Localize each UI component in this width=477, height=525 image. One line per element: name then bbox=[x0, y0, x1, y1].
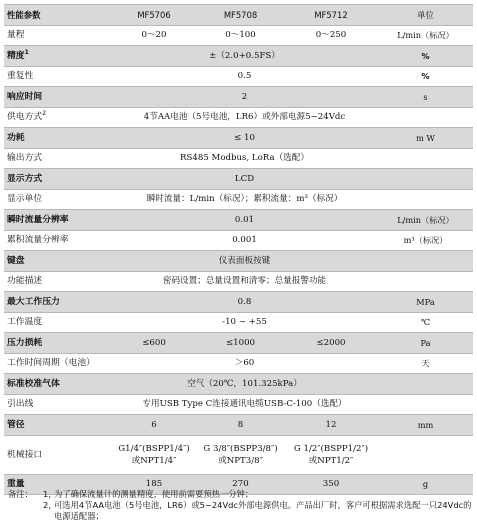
row-value bbox=[111, 435, 197, 474]
remark-number: 2， bbox=[43, 500, 57, 510]
row-label: 量程 bbox=[4, 25, 111, 46]
row-label: 重量 bbox=[4, 474, 111, 495]
table-row bbox=[4, 189, 473, 210]
table-row bbox=[4, 415, 473, 436]
row-label: 最大工作压力 bbox=[4, 292, 111, 313]
table-row bbox=[4, 169, 473, 190]
header-row bbox=[4, 5, 473, 26]
table-row bbox=[4, 87, 473, 108]
header-param-label: 性能参数 bbox=[4, 5, 111, 26]
row-value: 0.001 bbox=[111, 230, 378, 251]
row-value: 185 bbox=[111, 474, 197, 495]
remark-prefix: 备注： bbox=[8, 489, 33, 499]
row-label bbox=[4, 46, 111, 67]
row-unit: MPa bbox=[378, 292, 473, 313]
row-label: 显示方式 bbox=[4, 169, 111, 190]
interface-line: 或NPT1/4″ bbox=[131, 455, 177, 466]
row-value: 0～250 bbox=[284, 25, 378, 46]
table-row bbox=[4, 230, 473, 251]
row-value: ±（2.0+0.5FS） bbox=[111, 46, 378, 67]
row-unit bbox=[378, 435, 473, 474]
row-label: 重复性 bbox=[4, 66, 111, 87]
row-label: 功能描述 bbox=[4, 271, 111, 292]
remark-text: 可选用4节AA电池（5号电池，LR6）或5~24Vdc外部电源供电。产品出厂时，客户可根据需求选配一只24Vdc的电源适配器； bbox=[54, 500, 472, 521]
row-value bbox=[197, 435, 284, 474]
row-label: 压力损耗 bbox=[4, 333, 111, 354]
row-unit bbox=[378, 271, 473, 292]
row-value: ≤ 10 bbox=[111, 128, 378, 149]
row-label: 机械接口 bbox=[4, 435, 111, 474]
row-value: 4节AA电池（5号电池，LR6）或外部电源5~24Vdc bbox=[111, 107, 378, 128]
footnote-ref: 1 bbox=[24, 48, 29, 56]
row-label-text: 供电方式 bbox=[7, 112, 43, 123]
row-value: 空气（20℃，101.325kPa） bbox=[111, 374, 378, 395]
interface-line: 或NPT3/8″ bbox=[218, 455, 263, 466]
row-unit: g bbox=[378, 474, 473, 495]
table-row bbox=[4, 435, 473, 474]
row-label: 标准校准气体 bbox=[4, 374, 111, 395]
table-row bbox=[4, 66, 473, 87]
row-label: 工作时间周期（电池） bbox=[4, 353, 111, 374]
row-value: 6 bbox=[111, 415, 197, 436]
table-row bbox=[4, 374, 473, 395]
table-row bbox=[4, 333, 473, 354]
remark-text: 为了确保流量计的测量精度，使用前需要预热一分钟； bbox=[54, 489, 254, 499]
row-value: 12 bbox=[284, 415, 378, 436]
row-unit: L/min（标况） bbox=[378, 210, 473, 231]
row-value: 270 bbox=[197, 474, 284, 495]
footnote-ref: 2 bbox=[42, 110, 47, 118]
table-row bbox=[4, 148, 473, 169]
row-value: 0.5 bbox=[111, 66, 378, 87]
row-unit bbox=[378, 107, 473, 128]
row-unit bbox=[378, 189, 473, 210]
interface-line: G 3/8″(BSPP3/8″) bbox=[203, 443, 278, 454]
interface-line: G1/4″(BSPP1/4″) bbox=[118, 443, 190, 454]
row-unit: % bbox=[378, 66, 473, 87]
remark-number: 1， bbox=[43, 489, 57, 499]
row-unit: ℃ bbox=[378, 312, 473, 333]
row-label-text: 精度 bbox=[7, 50, 25, 61]
row-value: 0～20 bbox=[111, 25, 197, 46]
remark-prefix-spacer bbox=[8, 500, 43, 522]
row-value: ＞60 bbox=[111, 353, 378, 374]
row-unit bbox=[378, 251, 473, 272]
table-row bbox=[4, 251, 473, 272]
row-unit: % bbox=[378, 46, 473, 67]
row-value: 350 bbox=[284, 474, 378, 495]
row-label: 功耗 bbox=[4, 128, 111, 149]
row-unit: m³（标况） bbox=[378, 230, 473, 251]
table-row bbox=[4, 25, 473, 46]
table-row bbox=[4, 353, 473, 374]
table-row bbox=[4, 271, 473, 292]
row-label: 引出线 bbox=[4, 394, 111, 415]
row-unit: m W bbox=[378, 128, 473, 149]
row-unit: 天 bbox=[378, 353, 473, 374]
row-value: ≤1000 bbox=[197, 333, 284, 354]
row-value: -10 ~ +55 bbox=[111, 312, 378, 333]
interface-line: G 1/2″(BSPP1/2″) bbox=[293, 443, 369, 454]
table-row bbox=[4, 107, 473, 128]
row-unit: s bbox=[378, 87, 473, 108]
row-value: ≤600 bbox=[111, 333, 197, 354]
table-row bbox=[4, 128, 473, 149]
row-label: 累积流量分辨率 bbox=[4, 230, 111, 251]
row-label: 响应时间 bbox=[4, 87, 111, 108]
row-unit bbox=[378, 374, 473, 395]
table-row bbox=[4, 394, 473, 415]
row-value: 8 bbox=[197, 415, 284, 436]
row-label bbox=[4, 107, 111, 128]
row-value: 密码设置；总量设置和清零；总量报警功能 bbox=[111, 271, 378, 292]
row-unit: mm bbox=[378, 415, 473, 436]
remark-item bbox=[8, 500, 473, 522]
row-value: 仪表面板按键 bbox=[111, 251, 378, 272]
row-value: 专用USB Type C连接通讯电缆USB-C-100（选配） bbox=[111, 394, 378, 415]
header-model: MF5712 bbox=[284, 5, 378, 26]
row-unit bbox=[378, 169, 473, 190]
spec-table bbox=[4, 4, 473, 495]
row-label: 输出方式 bbox=[4, 148, 111, 169]
remarks bbox=[8, 489, 473, 522]
row-value: 0.8 bbox=[111, 292, 378, 313]
row-value: LCD bbox=[111, 169, 378, 190]
row-unit: L/min（标况） bbox=[378, 25, 473, 46]
remark-item bbox=[8, 489, 473, 500]
row-unit bbox=[378, 148, 473, 169]
row-value: 0～100 bbox=[197, 25, 284, 46]
row-label: 键盘 bbox=[4, 251, 111, 272]
table-row bbox=[4, 46, 473, 67]
row-value: RS485 Modbus, LoRa（选配） bbox=[111, 148, 378, 169]
table-row bbox=[4, 210, 473, 231]
row-value bbox=[284, 435, 378, 474]
header-unit-label: 单位 bbox=[378, 5, 473, 26]
row-label: 显示单位 bbox=[4, 189, 111, 210]
row-value: ≤2000 bbox=[284, 333, 378, 354]
row-label: 工作温度 bbox=[4, 312, 111, 333]
header-model: MF5708 bbox=[197, 5, 284, 26]
header-model: MF5706 bbox=[111, 5, 197, 26]
row-value: 0.01 bbox=[111, 210, 378, 231]
table-row bbox=[4, 312, 473, 333]
row-value: 瞬时流量：L/min（标况）；累积流量：m³（标况） bbox=[111, 189, 378, 210]
row-unit: Pa bbox=[378, 333, 473, 354]
interface-line: 或NPT1/2″ bbox=[308, 455, 354, 466]
row-value: 2 bbox=[111, 87, 378, 108]
row-unit bbox=[378, 394, 473, 415]
row-label: 瞬时流量分辨率 bbox=[4, 210, 111, 231]
table-row bbox=[4, 292, 473, 313]
row-label: 管径 bbox=[4, 415, 111, 436]
